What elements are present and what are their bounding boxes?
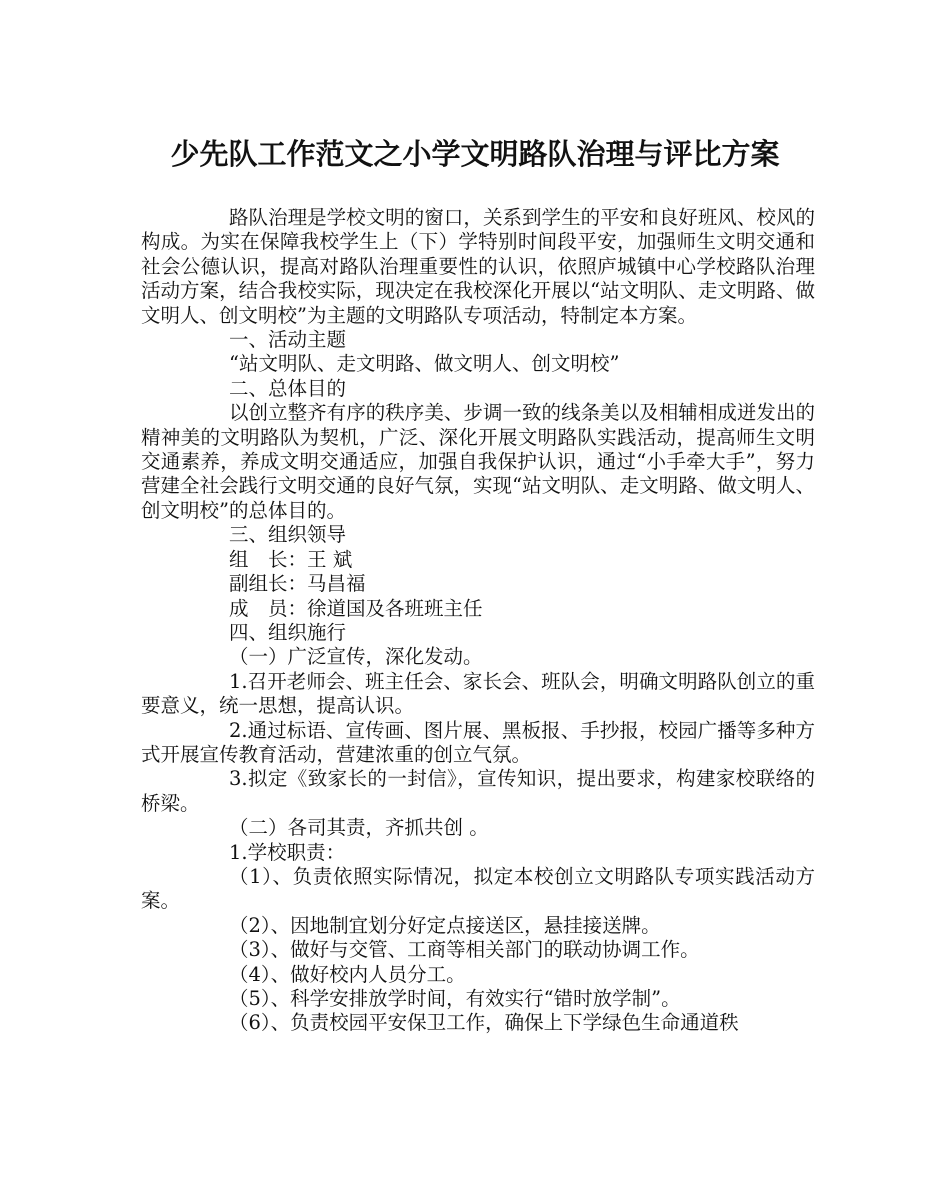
subheading-publicity: （一）广泛宣传，深化发动。 — [229, 645, 483, 669]
list-item: 2.通过标语、宣传画、图片展、黑板报、手抄报，校园广播等多种方式开展宣传教育活动，营建浓重的创立气氛。 — [141, 718, 815, 766]
list-item: （3）、做好与交管、工商等相关部门的联动协调工作。 — [229, 938, 700, 962]
heading-activity-theme: 一、活动主题 — [229, 328, 347, 352]
heading-implementation: 四、组织施行 — [229, 620, 347, 644]
heading-organization: 三、组织领导 — [229, 523, 347, 547]
paragraph-intro: 路队治理是学校文明的窗口，关系到学生的平安和良好班风、校风的构成。为实在保障我校学生上（下）学特别时间段平安，加强师生文明交通和社会公德认识，提高对路队治理重要性的认识，依照庐城镇中心学校路队治理活动方案，结合我校实际，现决定在我校深化开展以“站文明队、走文明路、做文明人、创文明校”为主题的文明路队专项活动，特制定本方案。 — [141, 206, 815, 327]
paragraph-goal: 以创立整齐有序的秩序美、步调一致的线条美以及相辅相成迸发出的精神美的文明路队为契机，广泛、深化开展文明路队实践活动，提高师生文明交通素养，养成文明交通适应，加强自我保护认识，通过“小手牵大手”，努力营建全社会践行文明交通的良好气氛，实现“站文明队、走文明路、做文明人、创文明校”的总体目的。 — [141, 401, 815, 522]
list-item: （4）、做好校内人员分工。 — [229, 962, 466, 986]
heading-overall-goal: 二、总体目的 — [229, 376, 347, 400]
list-item: 1.召开老师会、班主任会、家长会、班队会，明确文明路队创立的重要意义，统一思想，提高认识。 — [141, 669, 815, 718]
paragraph-theme: “站文明队、走文明路、做文明人、创文明校” — [229, 352, 620, 376]
document-title: 少先队工作范文之小学文明路队治理与评比方案 — [170, 137, 780, 171]
subheading-responsibilities: （二）各司其责，齐抓共创 。 — [229, 816, 489, 840]
paragraph-leader: 组 长：王 斌 — [229, 547, 353, 571]
list-item: （5）、科学安排放学时间，有效实行“错时放学制”。 — [229, 987, 681, 1010]
list-item: （1）、负责依照实际情况，拟定本校创立文明路队专项实践活动方案。 — [141, 864, 815, 913]
document-body — [141, 206, 815, 1036]
list-item: （2）、因地制宜划分好定点接送区，悬挂接送牌。 — [229, 913, 661, 937]
list-item: 1.学校职责： — [229, 840, 346, 864]
paragraph-deputy: 副组长：马昌福 — [229, 572, 366, 596]
list-item: （6）、负责校园平安保卫工作，确保上下学绿色生命通道秩 — [229, 1011, 739, 1035]
paragraph-members: 成 员：徐道国及各班班主任 — [229, 596, 483, 620]
list-item: 3.拟定《致家长的一封信》，宣传知识，提出要求，构建家校联络的桥梁。 — [141, 767, 815, 815]
